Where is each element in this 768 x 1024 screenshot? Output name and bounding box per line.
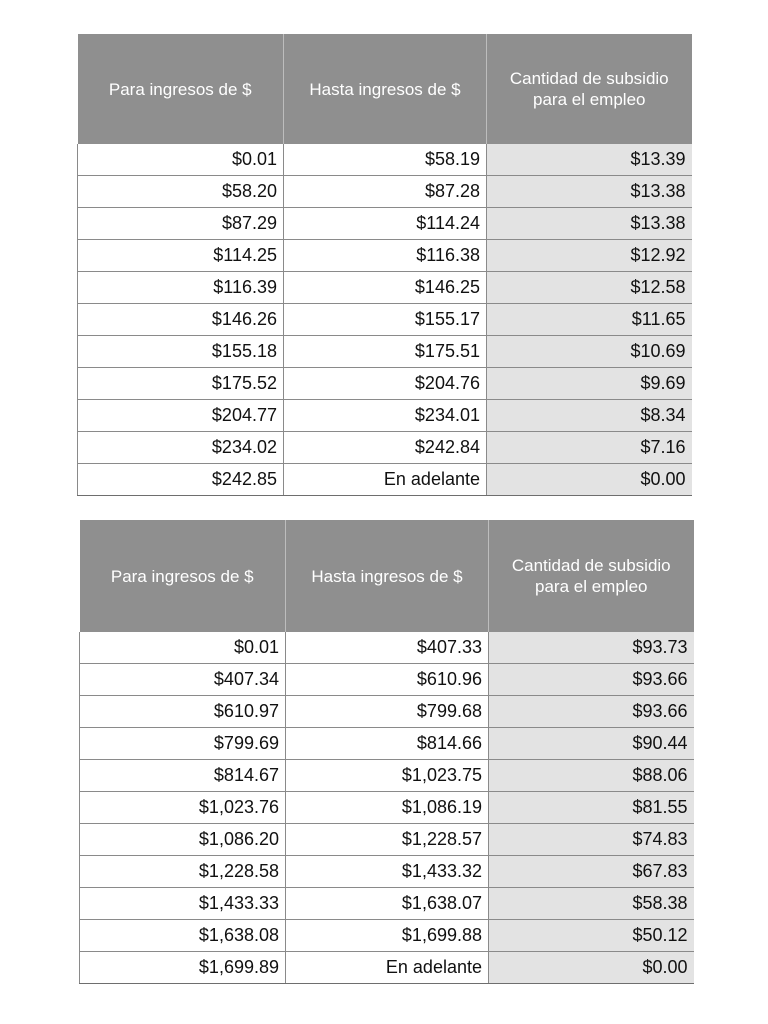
table-row: [80, 952, 694, 984]
table-row: [78, 336, 692, 368]
cell-subsidy-amount: $93.73: [489, 632, 694, 664]
cell-to-income: $242.84: [284, 432, 487, 464]
cell-to-income: $1,699.88: [286, 920, 489, 952]
cell-to-income: $1,228.57: [286, 824, 489, 856]
column-header-from-income: Para ingresos de $: [78, 34, 284, 144]
table-row: [80, 760, 694, 792]
cell-to-income: En adelante: [284, 464, 487, 496]
table-row: [80, 696, 694, 728]
cell-subsidy-amount: $50.12: [489, 920, 694, 952]
cell-to-income: $1,023.75: [286, 760, 489, 792]
cell-from-income: $175.52: [78, 368, 284, 400]
table-row: [80, 792, 694, 824]
cell-from-income: $87.29: [78, 208, 284, 240]
cell-to-income: $234.01: [284, 400, 487, 432]
cell-from-income: $234.02: [78, 432, 284, 464]
table-row: [80, 856, 694, 888]
cell-from-income: $204.77: [78, 400, 284, 432]
cell-subsidy-amount: $13.39: [487, 144, 692, 176]
column-header-subsidy-amount: Cantidad de subsidio para el empleo: [487, 34, 692, 144]
cell-from-income: $407.34: [80, 664, 286, 696]
cell-subsidy-amount: $74.83: [489, 824, 694, 856]
cell-to-income: $146.25: [284, 272, 487, 304]
table-row: [78, 208, 692, 240]
cell-from-income: $0.01: [80, 632, 286, 664]
subsidy-table-1: [77, 34, 692, 496]
subsidy-table-2: [79, 520, 694, 984]
cell-to-income: $87.28: [284, 176, 487, 208]
cell-subsidy-amount: $8.34: [487, 400, 692, 432]
cell-subsidy-amount: $93.66: [489, 696, 694, 728]
cell-from-income: $0.01: [78, 144, 284, 176]
cell-subsidy-amount: $10.69: [487, 336, 692, 368]
cell-to-income: $1,086.19: [286, 792, 489, 824]
table-row: [78, 144, 692, 176]
cell-subsidy-amount: $12.92: [487, 240, 692, 272]
cell-to-income: $407.33: [286, 632, 489, 664]
cell-from-income: $58.20: [78, 176, 284, 208]
column-header-subsidy-amount: Cantidad de subsidio para el empleo: [489, 520, 694, 632]
cell-to-income: $799.68: [286, 696, 489, 728]
table-row: [78, 400, 692, 432]
table-row: [80, 824, 694, 856]
cell-subsidy-amount: $12.58: [487, 272, 692, 304]
table-header-row: [80, 520, 694, 632]
cell-to-income: $58.19: [284, 144, 487, 176]
cell-to-income: $114.24: [284, 208, 487, 240]
table-row: [78, 368, 692, 400]
column-header-to-income: Hasta ingresos de $: [284, 34, 487, 144]
cell-subsidy-amount: $90.44: [489, 728, 694, 760]
cell-to-income: $155.17: [284, 304, 487, 336]
cell-to-income: En adelante: [286, 952, 489, 984]
table-header-row: [78, 34, 692, 144]
table-row: [78, 176, 692, 208]
cell-subsidy-amount: $93.66: [489, 664, 694, 696]
cell-to-income: $175.51: [284, 336, 487, 368]
cell-subsidy-amount: $7.16: [487, 432, 692, 464]
cell-subsidy-amount: $0.00: [487, 464, 692, 496]
cell-from-income: $1,638.08: [80, 920, 286, 952]
cell-from-income: $114.25: [78, 240, 284, 272]
cell-from-income: $242.85: [78, 464, 284, 496]
table-row: [78, 304, 692, 336]
table-row: [78, 464, 692, 496]
cell-subsidy-amount: $13.38: [487, 208, 692, 240]
cell-from-income: $1,699.89: [80, 952, 286, 984]
cell-subsidy-amount: $67.83: [489, 856, 694, 888]
cell-to-income: $116.38: [284, 240, 487, 272]
cell-to-income: $610.96: [286, 664, 489, 696]
cell-from-income: $155.18: [78, 336, 284, 368]
cell-subsidy-amount: $88.06: [489, 760, 694, 792]
column-header-to-income: Hasta ingresos de $: [286, 520, 489, 632]
cell-from-income: $814.67: [80, 760, 286, 792]
table-row: [80, 920, 694, 952]
cell-subsidy-amount: $58.38: [489, 888, 694, 920]
table-row: [80, 664, 694, 696]
table-row: [78, 432, 692, 464]
cell-subsidy-amount: $11.65: [487, 304, 692, 336]
cell-from-income: $799.69: [80, 728, 286, 760]
table-row: [80, 888, 694, 920]
cell-subsidy-amount: $9.69: [487, 368, 692, 400]
cell-to-income: $204.76: [284, 368, 487, 400]
cell-from-income: $1,433.33: [80, 888, 286, 920]
cell-from-income: $1,086.20: [80, 824, 286, 856]
cell-subsidy-amount: $0.00: [489, 952, 694, 984]
table-row: [80, 728, 694, 760]
cell-from-income: $1,023.76: [80, 792, 286, 824]
table-row: [78, 240, 692, 272]
cell-to-income: $1,638.07: [286, 888, 489, 920]
column-header-from-income: Para ingresos de $: [80, 520, 286, 632]
cell-subsidy-amount: $81.55: [489, 792, 694, 824]
cell-from-income: $146.26: [78, 304, 284, 336]
cell-from-income: $1,228.58: [80, 856, 286, 888]
cell-from-income: $116.39: [78, 272, 284, 304]
cell-to-income: $814.66: [286, 728, 489, 760]
table-row: [80, 632, 694, 664]
cell-from-income: $610.97: [80, 696, 286, 728]
table-row: [78, 272, 692, 304]
cell-subsidy-amount: $13.38: [487, 176, 692, 208]
cell-to-income: $1,433.32: [286, 856, 489, 888]
